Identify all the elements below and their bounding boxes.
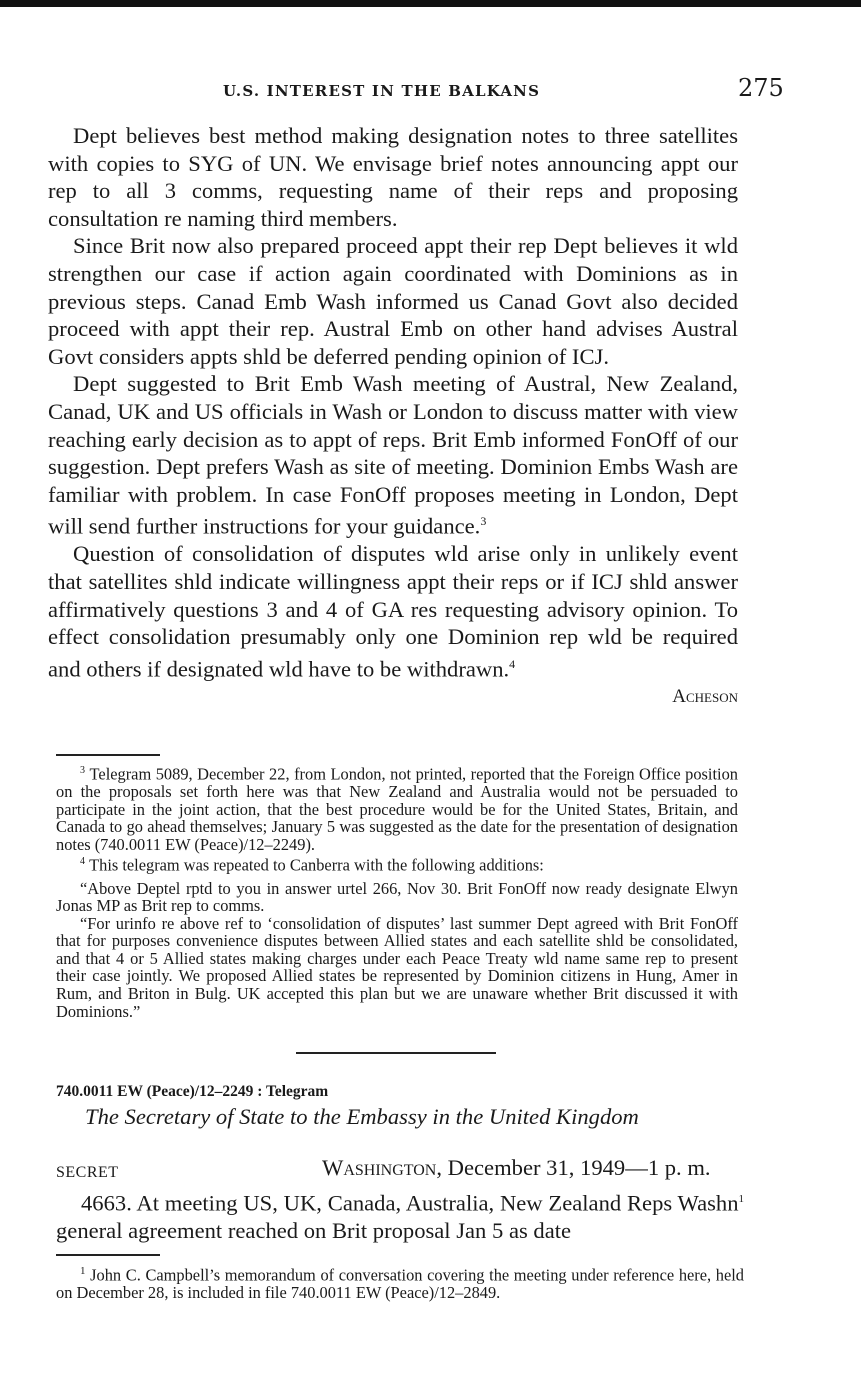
footnote-ref[interactable]: 1 xyxy=(738,1193,744,1205)
footnote-text: John C. Campbell’s memorandum of conversation covering the meeting under reference here, held on December 28, is included in file 740.0011 EW (Peace)/12–2849. xyxy=(56,1265,744,1303)
paragraph xyxy=(48,540,738,683)
page-number: 275 xyxy=(738,74,784,102)
paragraph-text: 4663. At meeting US, UK, Canada, Australia, New Zealand Reps Washn xyxy=(81,1190,739,1216)
paragraph: Dept believes best method making designation notes to three satellites with copies to SYG of UN. We envisage brief notes announcing appt our rep to all 3 comms, requesting name of their reps and proposing consultation re naming third members. xyxy=(48,123,738,231)
signature: Acheson xyxy=(672,685,738,707)
date: , December 31, 1949—1 p. m. xyxy=(436,1155,711,1180)
dateline xyxy=(322,1155,711,1181)
paragraph xyxy=(48,370,738,540)
footnote-4 xyxy=(56,853,738,874)
page-header xyxy=(48,74,784,108)
top-border xyxy=(0,0,861,7)
paragraph-text: Question of consolidation of disputes wld arise only in unlikely event that satellites shld indicate willingness appt their reps or if ICJ shld answer affirmatively questions 3 and 4 of GA res requesting advisory opinion. To effect consolidation presumably only one Dominion rep wld be required and others if designated wld have to be withdrawn. xyxy=(48,541,738,682)
document-file-ref: 740.0011 EW (Peace)/12–2249 : Telegram xyxy=(56,1083,329,1100)
footnote-1 xyxy=(56,1263,744,1302)
footnote-3 xyxy=(56,762,738,853)
footnote-ref[interactable]: 4 xyxy=(509,656,516,671)
paragraph-text: general agreement reached on Brit proposal Jan 5 as date xyxy=(56,1218,572,1244)
footnote-ref[interactable]: 3 xyxy=(480,514,487,529)
running-head: U.S. INTEREST IN THE BALKANS xyxy=(223,82,541,100)
document-title: The Secretary of State to the Embassy in the United Kingdom xyxy=(85,1104,639,1129)
footnote-text: Telegram 5089, December 22, from London, not printed, reported that the Foreign Office position on the proposals set forth here was that New Zealand and Australia would not be persuaded to participate in the joint action, that the best procedure would be for the United States, Britain, and Canada to go ahead themselves; January 5 was suggested as the date for the presentation of designation notes (740.0011 EW (Peace)/12–2249). xyxy=(56,764,738,854)
footnote-mark: 1 xyxy=(80,1265,86,1277)
paragraph: Since Brit now also prepared proceed appt their rep Dept believes it wld strengthen our case if action again coordinated with Dominions as in previous steps. Canad Emb Wash informed us Canad Govt also decided proceed with appt their rep. Austral Emb on other hand advises Austral Govt considers appts shld be deferred pending opinion of ICJ. xyxy=(48,233,738,369)
section-divider xyxy=(296,1052,496,1054)
footnotes xyxy=(56,762,738,1020)
main-text xyxy=(48,122,738,711)
footnote-divider xyxy=(56,754,160,756)
footnote-mark: 3 xyxy=(80,765,85,776)
paragraph xyxy=(56,1186,744,1245)
footnote-divider xyxy=(56,1254,160,1256)
footnote-text: This telegram was repeated to Canberra with the following additions: xyxy=(89,855,544,875)
paragraph-text: Dept suggested to Brit Emb Wash meeting of Austral, New Zealand, Canad, UK and US officials in Wash or London to discuss matter with view reaching early decision as to appt of reps. Brit Emb informed FonOff of our suggestion. Dept prefers Wash as site of meeting. Dominion Embs Wash are familiar with problem. In case FonOff proposes meeting in London, Dept will send further instructions for your guidance. xyxy=(48,371,738,539)
place: Washington xyxy=(322,1155,437,1180)
footnote-mark: 4 xyxy=(80,856,85,868)
telegram-text xyxy=(56,1186,744,1245)
footnote-quote: “Above Deptel rptd to you in answer urtel 266, Nov 30. Brit FonOff now ready designate Elwyn Jonas MP as Brit rep to comms. xyxy=(56,878,738,916)
bottom-footnote xyxy=(56,1263,744,1302)
footnote-quote: “For urinfo re above ref to ‘consolidation of disputes’ last summer Dept agreed with Brit FonOff that for purposes convenience disputes between Allied states and each satellite shld be consolidated, and that 4 or 5 Allied states making charges under each Peace Treaty wld name same rep to present their case jointly. We proposed Allied states be represented by Dominion citizens in Hung, Amer in Rum, and Briton in Bulg. UK accepted this plan but we are unaware whether Brit discussed it with Dominions.” xyxy=(56,913,738,1021)
classification: SECRET xyxy=(56,1164,119,1181)
